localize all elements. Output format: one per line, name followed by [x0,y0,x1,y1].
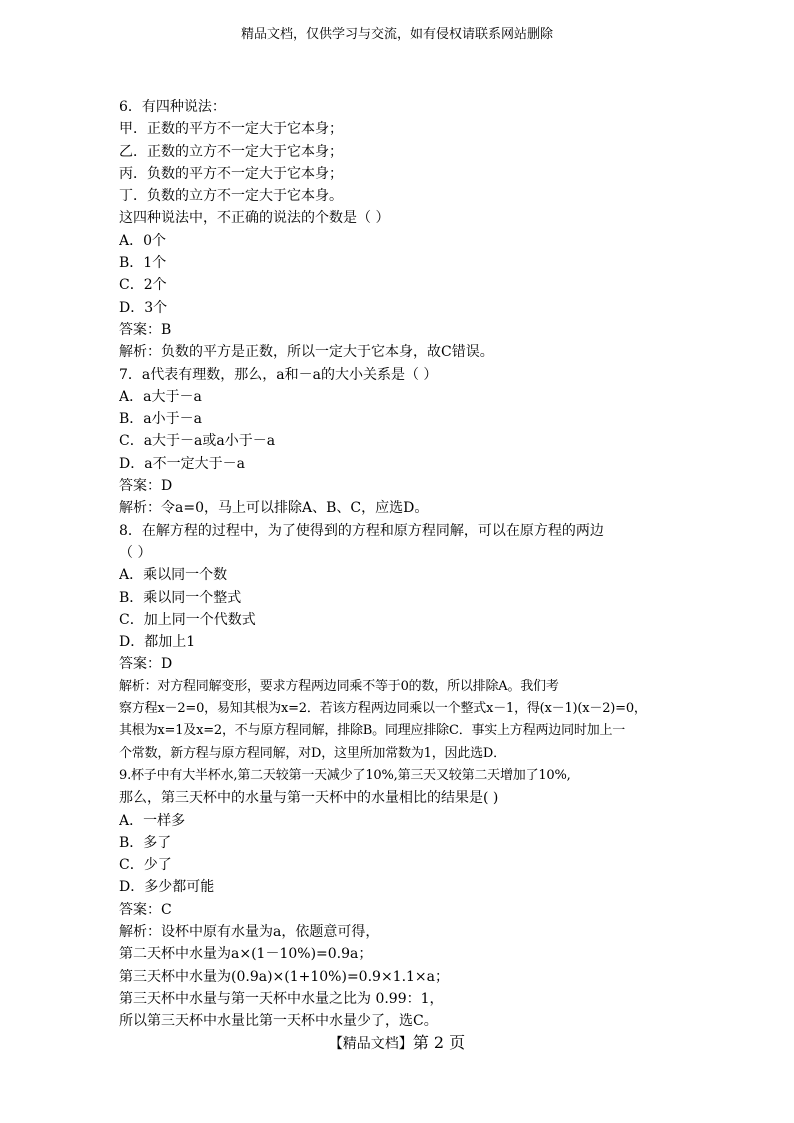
question-7-stem: 7．a代表有理数，那么，a和－a的大小关系是（ ） [119,366,438,383]
question-8-answer: 答案：D [119,656,173,673]
question-8-analysis-line-4: 个常数，新方程与原方程同解，对D，这里所加常数为1，因此选D． [119,745,506,761]
question-8-option-d: D．都加上1 [119,634,196,651]
question-9-option-c: C．少了 [119,857,172,874]
question-8-stem-line-2: （ ） [119,544,152,561]
question-9-option-a: A．一样多 [119,812,186,829]
question-7-option-c: C．a大于－a或a小于－a [119,433,276,450]
page-number: 第 2 页 [412,1033,466,1052]
question-7-option-b: B．a小于－a [119,411,202,428]
question-6-option-d: D．3个 [119,299,168,316]
footer-tag: 【精品文档】 [328,1036,413,1052]
question-8-option-a: A．乘以同一个数 [119,567,228,584]
question-9-analysis-line-5: 所以第三天杯中水量比第一天杯中水量少了，选C。 [119,1013,438,1030]
question-8-analysis-line-2: 察方程x－2=0，易知其根为x=2．若该方程两边同乘以一个整式x－1，得(x－1)(x－2)=0， [119,701,647,717]
question-6-option-b: B．1个 [119,255,167,272]
question-6-stem: 6．有四种说法： [119,99,226,115]
question-7-option-d: D．a不一定大于－a [119,455,245,472]
question-8-stem-line-1: 8．在解方程的过程中，为了使得到的方程和原方程同解，可以在原方程的两边 [119,522,604,539]
question-6-statement-3: 丙．负数的平方不一定大于它本身； [119,165,343,182]
question-9-option-d: D．多少都可能 [119,879,215,896]
question-8-analysis-line-1: 解析：对方程同解变形，要求方程两边同乘不等于0的数，所以排除A。我们考 [119,678,559,694]
question-6-ask: 这四种说法中，不正确的说法的个数是（ ） [119,210,390,227]
question-9-stem-line-1: 9.杯子中有大半杯水,第二天较第一天减少了10%,第三天又较第二天增加了10%, [119,767,571,783]
question-7-answer: 答案：D [119,478,173,495]
question-6-analysis: 解析：负数的平方是正数，所以一定大于它本身，故C错误。 [119,344,494,361]
question-9-analysis-line-1: 解析：设杯中原有水量为a，依题意可得， [119,923,380,940]
question-6-statement-1: 甲．正数的平方不一定大于它本身； [119,121,343,138]
question-6-answer: 答案：B [119,321,172,338]
question-9-answer: 答案：C [119,901,172,918]
question-6-statement-4: 丁．负数的立方不一定大于它本身。 [119,188,343,205]
question-8-option-c: C．加上同一个代数式 [119,611,256,628]
question-7-option-a: A．a大于－a [119,388,202,405]
question-6-statement-2: 乙．正数的立方不一定大于它本身； [119,143,343,160]
question-9-stem-line-2: 那么，第三天杯中的水量与第一天杯中的水量相比的结果是( ) [119,790,499,807]
question-7-analysis: 解析：令a=0，马上可以排除A、B、C，应选D。 [119,500,429,517]
question-8-option-b: B．乘以同一个整式 [119,589,242,606]
document-body [119,96,687,1032]
question-8-analysis-line-3: 其根为x=1及x=2，不与原方程同解，排除B。同理应排除C．事实上方程两边同时加上一 [119,723,626,739]
question-9-analysis-line-4: 第三天杯中水量与第一天杯中水量之比为 0.99：1， [119,990,444,1007]
page-header: 精品文档，仅供学习与交流，如有侵权请联系网站删除 [240,27,553,42]
question-9-analysis-line-3: 第三天杯中水量为(0.9a)×(1+10%)=0.9×1.1×a； [119,968,450,985]
page-footer [0,1032,794,1055]
question-6-option-c: C．2个 [119,277,167,294]
question-6-option-a: A．0个 [119,232,167,249]
question-9-analysis-line-2: 第二天杯中水量为a×(1－10%)=0.9a； [119,946,373,963]
question-9-option-b: B．多了 [119,834,172,851]
